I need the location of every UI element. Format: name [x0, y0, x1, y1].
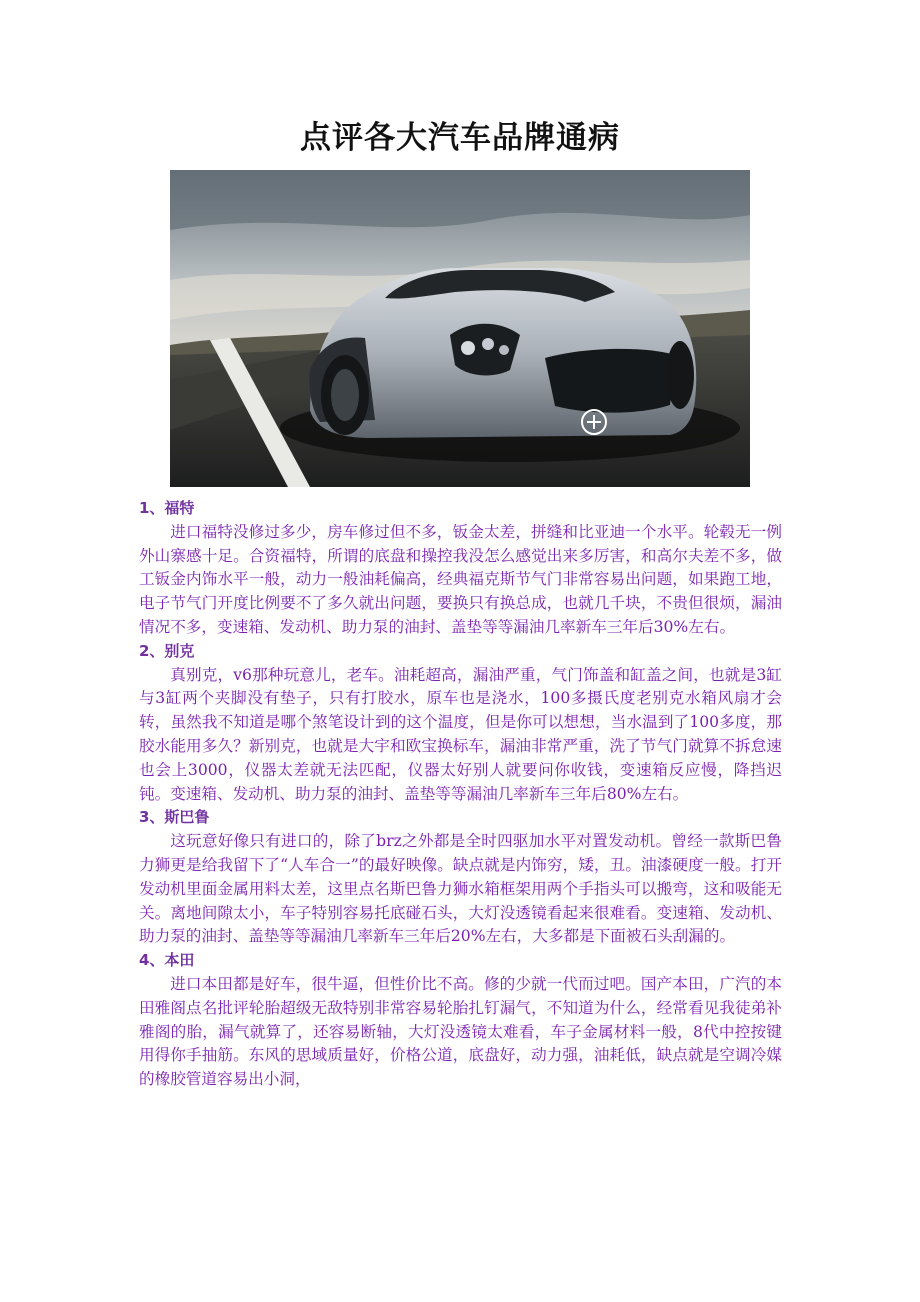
section-text: 这玩意好像只有进口的，除了brz之外都是全时四驱加水平对置发动机。曾经一款斯巴鲁力狮更是给我留下了“人车合一”的最好映像。缺点就是内饰穷，矮，丑。油漆硬度一般。打开发动机里面金属用料太差，这里点名斯巴鲁力狮水箱框架用两个手指头可以搬弯，这和吸能无关。离地间隙太小，车子特别容易托底碰石头，大灯没透镜看起来很难看。变速箱、发动机、助力泵的油封、盖垫等等漏油几率新车三年后20%左右，大多都是下面被石头刮漏的。 — [139, 832, 782, 946]
section-ford — [139, 497, 782, 640]
page-title: 点评各大汽车品牌通病 — [300, 120, 620, 156]
section-heading: 1、福特 — [139, 499, 195, 517]
section-heading: 4、本田 — [139, 951, 195, 970]
section-text: 进口福特没修过多少，房车修过但不多，钣金太差，拼缝和比亚迪一个水平。轮毂无一例外山寨感十足。合资福特，所谓的底盘和操控我没怎么感觉出来多厉害，和高尔夫差不多，做工钣金内饰水平一般，动力一般油耗偏高，经典福克斯节气门非常容易出问题，如果跑工地，电子节气门开度比例要不了多久就出问题，要换只有换总成，也就几千块，不贵但很烦，漏油情况不多，变速箱、发动机、助力泵的油封、盖垫等等漏油几率新车三年后30%左右。 — [139, 522, 782, 636]
section-heading: 2、别克 — [139, 641, 195, 660]
section-honda — [139, 949, 782, 1092]
sports-car-photo — [170, 170, 750, 487]
hero-image[interactable] — [170, 170, 750, 487]
section-buick — [139, 640, 782, 807]
section-text: 进口本田都是好车，很牛逼，但性价比不高。修的少就一代而过吧。国产本田，广汽的本田雅阁点名批评轮胎超级无敌特别非常容易轮胎扎钉漏气，不知道为什么，经常看见我徒弟补雅阁的胎，漏气就算了，还容易断轴，大灯没透镜太难看，车子金属材料一般，8代中控按键用得你手抽筋。东风的思域质量好，价格公道，底盘好，动力强，油耗低，缺点就是空调冷媒的橡胶管道容易出小洞， — [139, 974, 782, 1089]
section-heading: 3、斯巴鲁 — [139, 808, 210, 827]
section-subaru — [139, 806, 782, 949]
article-body — [139, 497, 782, 1092]
section-text: 真别克，v6那种玩意儿，老车。油耗超高，漏油严重，气门饰盖和缸盖之间，也就是3缸与3缸两个夹脚没有垫子，只有打胶水，原车也是浇水，100多摄氏度老别克水箱风扇才会转，虽然我不知道是哪个煞笔设计到的这个温度，但是你可以想想，当水温到了100多度，那胶水能用多久？新别克，也就是大宇和欧宝换标车，漏油非常严重，洗了节气门就算不拆怠速也会上3000，仪器太差就无法匹配，仪器太好别人就要问你收钱，变速箱反应慢，降挡迟钝。变速箱、发动机、助力泵的油封、盖垫等等漏油几率新车三年后80%左右。 — [139, 665, 782, 803]
